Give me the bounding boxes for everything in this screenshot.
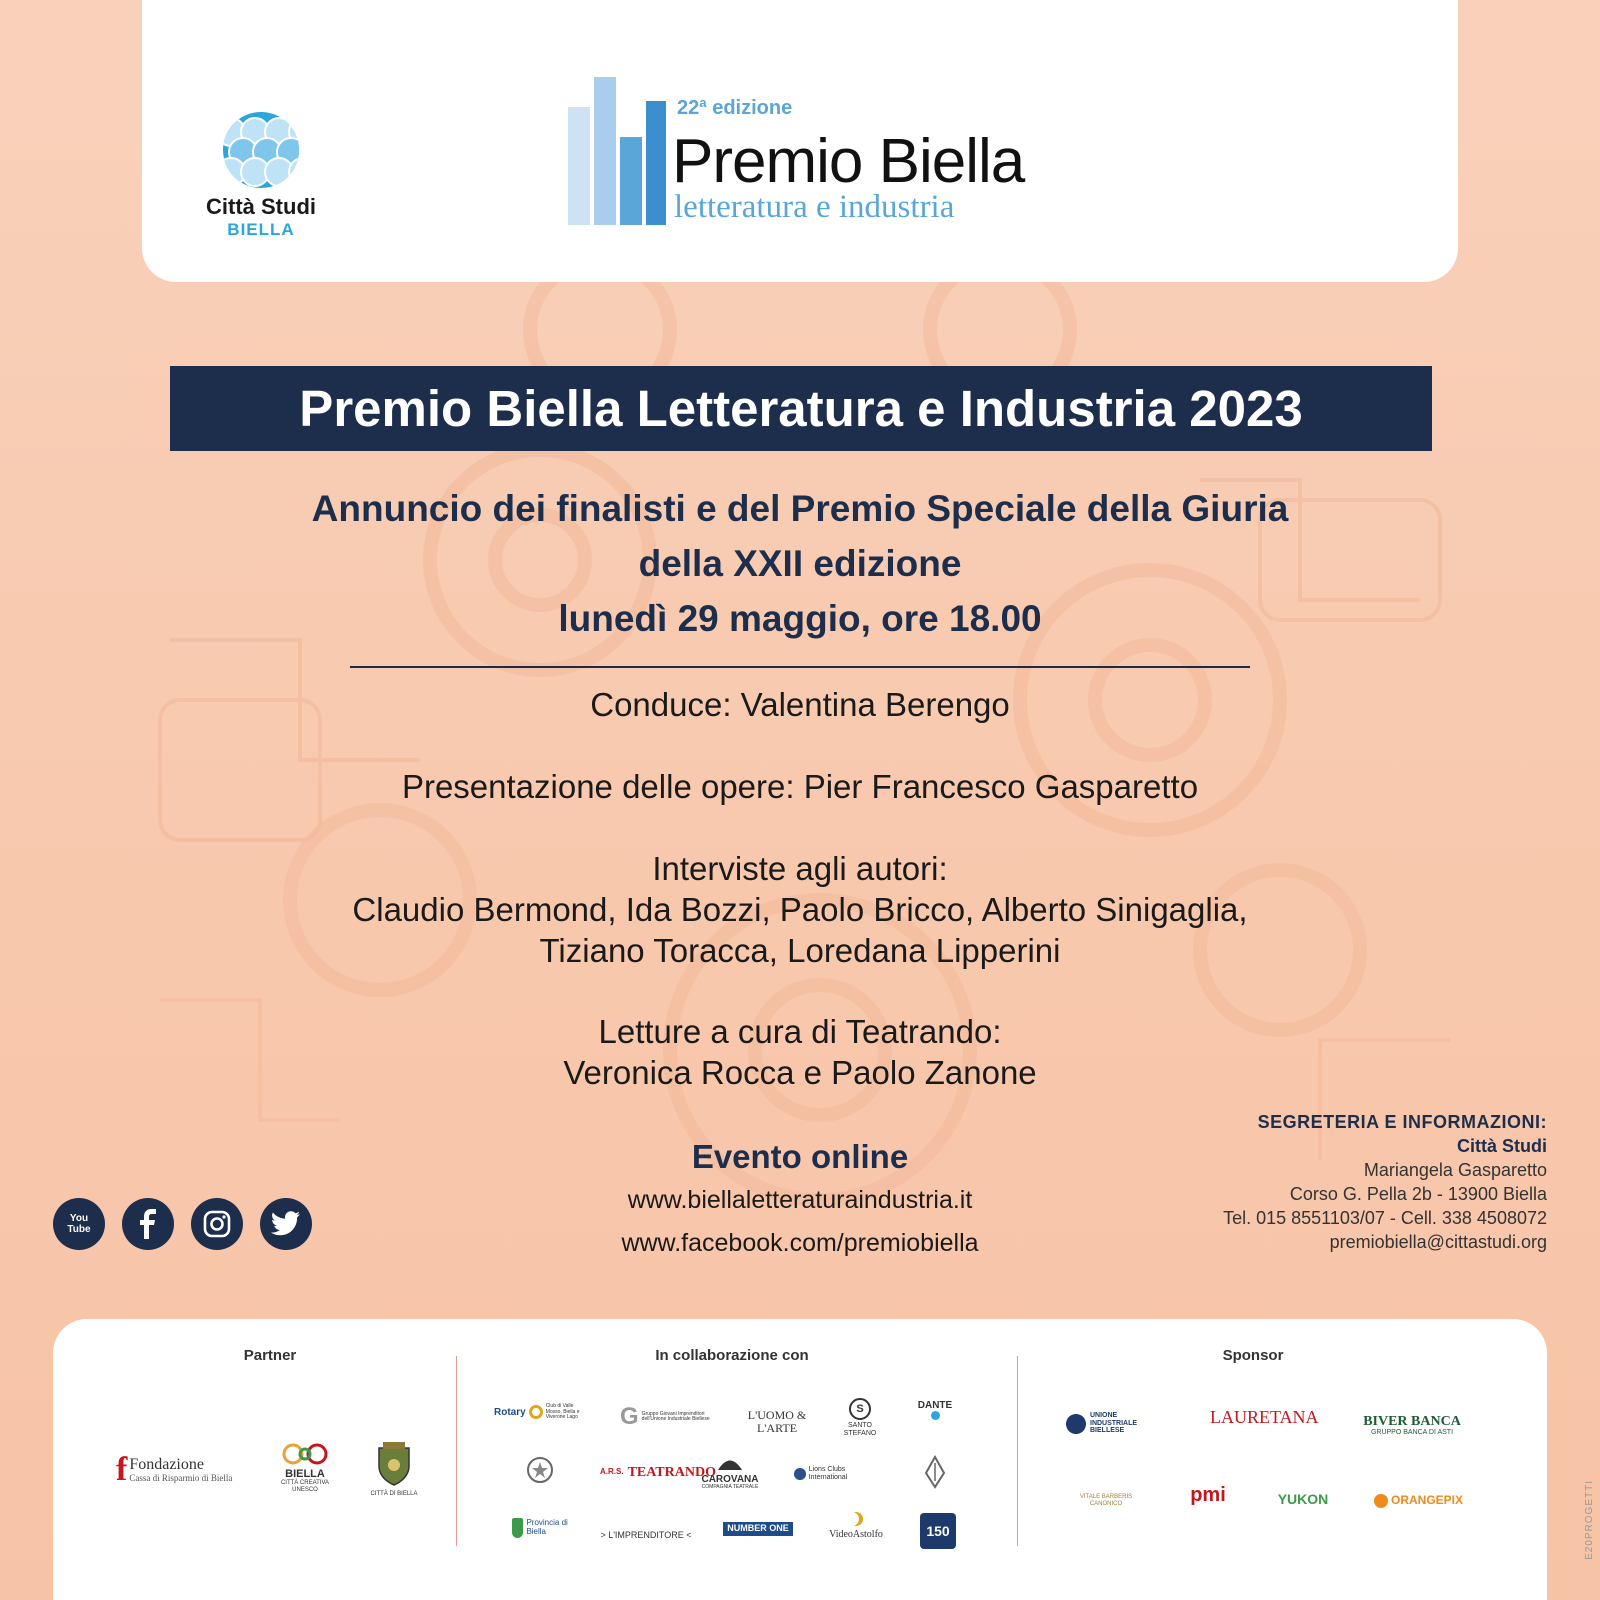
biver-sub: GRUPPO BANCA DI ASTI bbox=[1370, 1429, 1454, 1437]
website-link[interactable]: www.biellaletteraturaindustria.it bbox=[627, 1186, 973, 1214]
citta-di-biella-name: CITTÀ DI BIELLA bbox=[370, 1491, 418, 1498]
lauretana-logo[interactable] bbox=[1210, 1407, 1319, 1428]
edition-label: 22ª edizione bbox=[677, 97, 793, 119]
pmi-name: pmi bbox=[1190, 1484, 1226, 1506]
partner-heading: Partner bbox=[243, 1347, 297, 1364]
pen-nib-icon bbox=[924, 1455, 946, 1489]
facebook-glyph-icon bbox=[136, 1209, 160, 1239]
citta-studi-name: Città Studi bbox=[206, 194, 316, 219]
footer-divider-2 bbox=[1017, 1356, 1018, 1546]
twitter-icon[interactable] bbox=[260, 1198, 312, 1250]
santo-stefano-name: SANTO STEFANO bbox=[843, 1422, 877, 1437]
host-line: Conduce: Valentina Berengo bbox=[590, 686, 1010, 723]
interviews-label: Interviste agli autori: bbox=[652, 850, 948, 887]
biver-banca-logo[interactable] bbox=[1352, 1414, 1472, 1437]
facebook-link[interactable]: www.facebook.com/premiobiella bbox=[621, 1229, 979, 1257]
interviews-names-2: Tiziano Toracca, Loredana Lipperini bbox=[539, 932, 1061, 969]
imprenditore-logo[interactable] bbox=[600, 1531, 692, 1541]
instagram-glyph-icon bbox=[203, 1210, 231, 1238]
ministero-emblem-icon bbox=[525, 1455, 555, 1489]
uib-name: UNIONE INDUSTRIALE BIELLESE bbox=[1090, 1412, 1138, 1435]
number-one-name: NUMBER ONE bbox=[723, 1522, 793, 1536]
gruppo-g-icon: G bbox=[620, 1403, 639, 1430]
youtube-label: You Tube bbox=[67, 1213, 91, 1235]
bar-chart-logo-icon bbox=[566, 75, 666, 235]
pmi-logo[interactable] bbox=[1180, 1484, 1236, 1506]
biver-name: BIVER BANCA bbox=[1363, 1414, 1461, 1429]
instagram-icon[interactable] bbox=[191, 1198, 243, 1250]
lauretana-name: LAURETANA bbox=[1210, 1407, 1319, 1427]
announce-line-2: della XXII edizione bbox=[638, 543, 962, 584]
teatrando-name: TEATRANDO bbox=[627, 1465, 716, 1480]
citta-studi-city: BIELLA bbox=[227, 220, 295, 239]
readings-names: Veronica Rocca e Paolo Zanone bbox=[563, 1054, 1037, 1091]
yukon-logo[interactable] bbox=[1272, 1492, 1334, 1507]
videoastolfo-name: VideoAstolfo bbox=[829, 1529, 883, 1540]
citta-studi-emblem-icon bbox=[221, 110, 301, 190]
carovana-name: CAROVANA bbox=[701, 1474, 759, 1486]
logo-title: Premio Biella bbox=[672, 127, 1025, 196]
footer-divider-1 bbox=[456, 1356, 457, 1546]
biella-unesco-logo[interactable] bbox=[270, 1443, 340, 1493]
uomo-arte-logo[interactable] bbox=[742, 1409, 812, 1435]
infinity-logo-icon bbox=[279, 1443, 331, 1465]
orangepix-icon bbox=[1374, 1494, 1388, 1508]
vitale-name: VITALE BARBERIS CANONICO bbox=[1079, 1494, 1133, 1507]
provincia-name: Provincia di Biella bbox=[526, 1518, 568, 1536]
premio-biella-logo[interactable] bbox=[566, 75, 1046, 235]
rotary-wheel-icon bbox=[529, 1405, 543, 1419]
rotary-name: Rotary bbox=[494, 1406, 526, 1418]
ars-name: A.R.S. bbox=[600, 1467, 624, 1477]
contact-person: Mariangela Gasparetto bbox=[1363, 1160, 1547, 1180]
number-one-logo[interactable] bbox=[718, 1522, 798, 1536]
carovana-logo[interactable] bbox=[698, 1457, 762, 1491]
presentation-line: Presentazione delle opere: Pier Francesco Gasparetto bbox=[401, 768, 1199, 805]
contact-info bbox=[1223, 1110, 1547, 1254]
lions-name: Lions Clubs International bbox=[808, 1466, 848, 1481]
online-event-label: Evento online bbox=[691, 1138, 909, 1175]
vitale-barberis-logo[interactable] bbox=[1064, 1494, 1148, 1507]
150-anni-number: 150 bbox=[926, 1523, 950, 1539]
santo-stefano-logo[interactable] bbox=[840, 1398, 880, 1437]
rotary-logo[interactable] bbox=[494, 1404, 586, 1421]
carovana-wagon-icon bbox=[715, 1457, 745, 1471]
yukon-name: YUKON bbox=[1277, 1491, 1329, 1507]
carovana-sub: COMPAGNIA TEATRALE bbox=[701, 1484, 759, 1491]
uib-globe-icon bbox=[1066, 1414, 1086, 1434]
provincia-logo[interactable] bbox=[512, 1518, 578, 1538]
contact-heading: SEGRETERIA E INFORMAZIONI: bbox=[1257, 1112, 1547, 1132]
santo-s-icon: S bbox=[849, 1398, 871, 1420]
dante-logo[interactable] bbox=[915, 1400, 955, 1423]
dante-dot-icon bbox=[931, 1411, 940, 1420]
150-anni-logo[interactable] bbox=[920, 1513, 956, 1549]
interviews-names-1: Claudio Bermond, Ida Bozzi, Paolo Bricco, Alberto Sinigaglia, bbox=[352, 891, 1248, 928]
contact-email[interactable]: premiobiella@cittastudi.org bbox=[1329, 1232, 1547, 1252]
orangepix-name: ORANGEPIX bbox=[1391, 1493, 1464, 1508]
lions-logo[interactable] bbox=[794, 1466, 884, 1481]
coat-of-arms-icon bbox=[371, 1440, 417, 1488]
biella-unesco-name: BIELLA bbox=[285, 1468, 325, 1481]
videoastolfo-logo[interactable] bbox=[824, 1512, 888, 1540]
twitter-glyph-icon bbox=[271, 1211, 301, 1237]
fondazione-sub: Cassa di Risparmio di Biella bbox=[129, 1472, 233, 1483]
gruppo-giovani-logo[interactable] bbox=[620, 1404, 710, 1430]
divider bbox=[350, 666, 1250, 668]
logo-subtitle: letteratura e industria bbox=[674, 189, 955, 225]
design-credit: E20PROGETTI bbox=[1584, 1480, 1595, 1560]
collab-heading: In collaborazione con bbox=[655, 1347, 809, 1364]
fondazione-name: Fondazione bbox=[129, 1455, 204, 1473]
readings-label: Letture a cura di Teatrando: bbox=[598, 1013, 1002, 1050]
event-date: lunedì 29 maggio, ore 18.00 bbox=[558, 598, 1042, 639]
fondazione-logo[interactable] bbox=[116, 1451, 246, 1488]
provincia-emblem-icon bbox=[512, 1518, 523, 1538]
orangepix-logo[interactable] bbox=[1374, 1494, 1470, 1508]
gruppo-name: Gruppo Giovani Imprenditori dell'Unione Industriale Biellese bbox=[641, 1410, 710, 1423]
announce-line-1: Annuncio dei finalisti e del Premio Speciale della Giuria bbox=[311, 488, 1289, 529]
ministero-logo[interactable] bbox=[520, 1455, 560, 1492]
biella-unesco-sub: CITTÀ CREATIVA UNESCO bbox=[280, 1480, 330, 1493]
uomo-arte-name: L'UOMO & L'ARTE bbox=[747, 1408, 807, 1436]
contact-address: Corso G. Pella 2b - 13900 Biella bbox=[1289, 1184, 1547, 1204]
page-title: Premio Biella Letteratura e Industria 2023 bbox=[170, 366, 1432, 451]
dante-name: DANTE bbox=[917, 1400, 953, 1411]
uib-logo[interactable] bbox=[1066, 1412, 1166, 1435]
rotary-sub: Club di Valle Mosso, Biella e Viverone Lago bbox=[545, 1403, 580, 1420]
videoastolfo-moon-icon bbox=[849, 1512, 863, 1526]
sponsor-heading: Sponsor bbox=[1222, 1347, 1284, 1364]
citta-di-biella-logo[interactable] bbox=[364, 1440, 424, 1498]
scrittori-logo[interactable] bbox=[920, 1455, 950, 1492]
imprenditore-name: > L'IMPRENDITORE < bbox=[600, 1530, 692, 1540]
youtube-icon[interactable] bbox=[53, 1198, 105, 1250]
facebook-icon[interactable] bbox=[122, 1198, 174, 1250]
contact-phone: Tel. 015 8551103/07 - Cell. 338 4508072 bbox=[1223, 1208, 1547, 1228]
contact-org: Città Studi bbox=[1457, 1136, 1547, 1156]
fondazione-cross-icon: f bbox=[116, 1451, 128, 1488]
citta-studi-logo[interactable] bbox=[186, 110, 336, 240]
teatrando-logo[interactable] bbox=[600, 1465, 716, 1480]
lions-emblem-icon bbox=[794, 1468, 806, 1480]
